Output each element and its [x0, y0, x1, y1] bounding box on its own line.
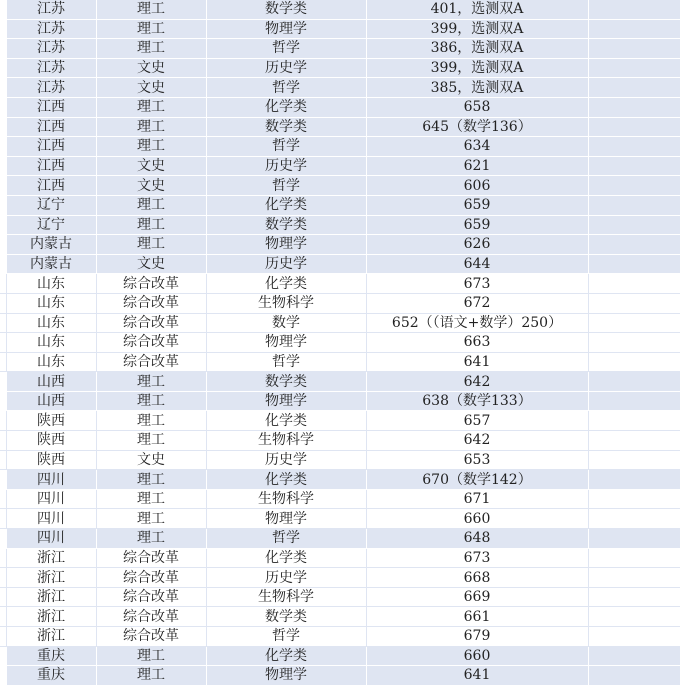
cell-major: 物理学 — [206, 333, 366, 353]
cell-score: 661 — [366, 607, 588, 627]
table-row — [0, 352, 680, 372]
cell-category: 理工 — [96, 391, 206, 411]
cell-province: 江苏 — [6, 0, 96, 19]
cell-score: 673 — [366, 548, 588, 568]
table-row — [0, 431, 680, 451]
cell-score: 658 — [366, 97, 588, 117]
cell-major: 物理学 — [206, 19, 366, 39]
cell-major: 数学类 — [206, 0, 366, 19]
row-trailing-cell — [588, 176, 680, 196]
cell-category: 理工 — [96, 470, 206, 490]
cell-major: 历史学 — [206, 568, 366, 588]
table-row — [0, 176, 680, 196]
cell-score: 673 — [366, 274, 588, 294]
cell-province: 内蒙古 — [6, 254, 96, 274]
row-trailing-cell — [588, 568, 680, 588]
row-trailing-cell — [588, 333, 680, 353]
row-trailing-cell — [588, 627, 680, 647]
cell-province: 江西 — [6, 176, 96, 196]
cell-major: 哲学 — [206, 352, 366, 372]
row-trailing-cell — [588, 489, 680, 509]
cell-score: 641 — [366, 352, 588, 372]
cell-score: 668 — [366, 568, 588, 588]
table-row — [0, 646, 680, 666]
cell-score: 679 — [366, 627, 588, 647]
cell-category: 文史 — [96, 156, 206, 176]
cell-score: 399，选测双A — [366, 58, 588, 78]
cell-province: 陕西 — [6, 431, 96, 451]
cell-major: 历史学 — [206, 156, 366, 176]
row-trailing-cell — [588, 666, 680, 686]
table-row — [0, 274, 680, 294]
cell-province: 四川 — [6, 509, 96, 529]
table-row — [0, 78, 680, 98]
cell-score: 641 — [366, 666, 588, 686]
cell-category: 理工 — [96, 137, 206, 157]
table-row — [0, 391, 680, 411]
cell-category: 理工 — [96, 39, 206, 59]
cell-category: 综合改革 — [96, 333, 206, 353]
cell-category: 理工 — [96, 235, 206, 255]
cell-category: 综合改革 — [96, 293, 206, 313]
table-row — [0, 0, 680, 19]
table-row — [0, 215, 680, 235]
cell-category: 文史 — [96, 78, 206, 98]
cell-major: 化学类 — [206, 411, 366, 431]
cell-province: 重庆 — [6, 666, 96, 686]
cell-province: 江西 — [6, 97, 96, 117]
cell-category: 综合改革 — [96, 548, 206, 568]
row-trailing-cell — [588, 215, 680, 235]
cell-score: 652（（语文+数学）250） — [366, 313, 588, 333]
cell-score: 648 — [366, 529, 588, 549]
cell-category: 理工 — [96, 117, 206, 137]
row-trailing-cell — [588, 352, 680, 372]
row-trailing-cell — [588, 529, 680, 549]
row-trailing-cell — [588, 58, 680, 78]
table-row — [0, 450, 680, 470]
cell-score: 399，选测双A — [366, 19, 588, 39]
cell-category: 理工 — [96, 372, 206, 392]
cell-category: 理工 — [96, 411, 206, 431]
table-row — [0, 568, 680, 588]
table-row — [0, 627, 680, 647]
cell-major: 物理学 — [206, 509, 366, 529]
cell-province: 江苏 — [6, 78, 96, 98]
cell-score: 657 — [366, 411, 588, 431]
cell-province: 四川 — [6, 470, 96, 490]
cell-score: 626 — [366, 235, 588, 255]
table-row — [0, 489, 680, 509]
row-trailing-cell — [588, 372, 680, 392]
row-trailing-cell — [588, 293, 680, 313]
cell-major: 历史学 — [206, 58, 366, 78]
cell-major: 化学类 — [206, 548, 366, 568]
row-trailing-cell — [588, 587, 680, 607]
table-row — [0, 372, 680, 392]
cell-province: 重庆 — [6, 646, 96, 666]
cell-category: 文史 — [96, 58, 206, 78]
row-trailing-cell — [588, 411, 680, 431]
cell-province: 江苏 — [6, 58, 96, 78]
table-row — [0, 39, 680, 59]
cell-score: 621 — [366, 156, 588, 176]
row-trailing-cell — [588, 548, 680, 568]
cell-score: 659 — [366, 215, 588, 235]
cell-major: 生物科学 — [206, 587, 366, 607]
cell-major: 历史学 — [206, 254, 366, 274]
table-row — [0, 548, 680, 568]
table-row — [0, 529, 680, 549]
row-trailing-cell — [588, 97, 680, 117]
row-trailing-cell — [588, 117, 680, 137]
cell-province: 山东 — [6, 274, 96, 294]
cell-score: 642 — [366, 372, 588, 392]
table-row — [0, 607, 680, 627]
row-trailing-cell — [588, 254, 680, 274]
cell-province: 江西 — [6, 156, 96, 176]
table-row — [0, 509, 680, 529]
table-row — [0, 58, 680, 78]
cell-score: 672 — [366, 293, 588, 313]
row-trailing-cell — [588, 313, 680, 333]
cell-major: 化学类 — [206, 97, 366, 117]
row-trailing-cell — [588, 156, 680, 176]
table-row — [0, 411, 680, 431]
cell-major: 物理学 — [206, 235, 366, 255]
cell-category: 理工 — [96, 0, 206, 19]
cell-score: 642 — [366, 431, 588, 451]
cell-category: 理工 — [96, 431, 206, 451]
cell-category: 文史 — [96, 176, 206, 196]
table-row — [0, 470, 680, 490]
cell-province: 辽宁 — [6, 195, 96, 215]
table-row — [0, 156, 680, 176]
cell-category: 理工 — [96, 529, 206, 549]
cell-category: 综合改革 — [96, 627, 206, 647]
table-row — [0, 293, 680, 313]
cell-category: 综合改革 — [96, 274, 206, 294]
cell-province: 陕西 — [6, 411, 96, 431]
cell-major: 生物科学 — [206, 293, 366, 313]
cell-province: 江西 — [6, 117, 96, 137]
cell-province: 山东 — [6, 352, 96, 372]
cell-major: 化学类 — [206, 195, 366, 215]
cell-score: 645（数学136） — [366, 117, 588, 137]
cell-category: 文史 — [96, 254, 206, 274]
table-row — [0, 97, 680, 117]
table-row — [0, 313, 680, 333]
cell-province: 陕西 — [6, 450, 96, 470]
table-row — [0, 195, 680, 215]
cell-province: 江苏 — [6, 39, 96, 59]
table-row — [0, 666, 680, 686]
cell-province: 江苏 — [6, 19, 96, 39]
cell-province: 辽宁 — [6, 215, 96, 235]
cell-score: 663 — [366, 333, 588, 353]
cell-category: 理工 — [96, 666, 206, 686]
cell-major: 数学类 — [206, 215, 366, 235]
row-trailing-cell — [588, 39, 680, 59]
cell-province: 山东 — [6, 333, 96, 353]
row-trailing-cell — [588, 391, 680, 411]
cell-major: 哲学 — [206, 529, 366, 549]
cell-category: 理工 — [96, 97, 206, 117]
cell-province: 浙江 — [6, 627, 96, 647]
table-row — [0, 19, 680, 39]
cell-major: 化学类 — [206, 646, 366, 666]
cell-province: 江西 — [6, 137, 96, 157]
cell-major: 哲学 — [206, 176, 366, 196]
row-trailing-cell — [588, 509, 680, 529]
cell-category: 综合改革 — [96, 352, 206, 372]
cell-province: 内蒙古 — [6, 235, 96, 255]
row-trailing-cell — [588, 78, 680, 98]
row-trailing-cell — [588, 470, 680, 490]
cell-province: 山西 — [6, 372, 96, 392]
row-trailing-cell — [588, 19, 680, 39]
cell-score: 669 — [366, 587, 588, 607]
table-row — [0, 333, 680, 353]
cell-major: 数学 — [206, 313, 366, 333]
cell-score: 660 — [366, 509, 588, 529]
cell-major: 生物科学 — [206, 489, 366, 509]
cell-category: 综合改革 — [96, 587, 206, 607]
row-trailing-cell — [588, 450, 680, 470]
cell-major: 生物科学 — [206, 431, 366, 451]
cell-category: 理工 — [96, 215, 206, 235]
cell-score: 638（数学133） — [366, 391, 588, 411]
cell-score: 606 — [366, 176, 588, 196]
cell-category: 理工 — [96, 646, 206, 666]
cell-major: 数学类 — [206, 372, 366, 392]
row-trailing-cell — [588, 0, 680, 19]
cell-province: 山东 — [6, 313, 96, 333]
table-row — [0, 235, 680, 255]
row-trailing-cell — [588, 195, 680, 215]
cell-category: 综合改革 — [96, 313, 206, 333]
table-row — [0, 137, 680, 157]
row-trailing-cell — [588, 607, 680, 627]
cell-province: 浙江 — [6, 548, 96, 568]
cell-major: 哲学 — [206, 78, 366, 98]
cell-major: 数学类 — [206, 607, 366, 627]
cell-score: 385，选测双A — [366, 78, 588, 98]
cell-category: 理工 — [96, 509, 206, 529]
cell-major: 数学类 — [206, 117, 366, 137]
cell-score: 653 — [366, 450, 588, 470]
row-trailing-cell — [588, 431, 680, 451]
cell-score: 386，选测双A — [366, 39, 588, 59]
cell-province: 浙江 — [6, 568, 96, 588]
cell-major: 哲学 — [206, 39, 366, 59]
cell-major: 物理学 — [206, 391, 366, 411]
table-row — [0, 117, 680, 137]
cell-score: 659 — [366, 195, 588, 215]
cell-major: 哲学 — [206, 627, 366, 647]
cell-score: 634 — [366, 137, 588, 157]
cell-major: 历史学 — [206, 450, 366, 470]
cell-province: 山西 — [6, 391, 96, 411]
table-row — [0, 254, 680, 274]
table-row — [0, 587, 680, 607]
cell-major: 哲学 — [206, 137, 366, 157]
cell-province: 四川 — [6, 489, 96, 509]
cell-major: 物理学 — [206, 666, 366, 686]
cell-score: 644 — [366, 254, 588, 274]
cell-province: 四川 — [6, 529, 96, 549]
cell-category: 文史 — [96, 450, 206, 470]
row-trailing-cell — [588, 646, 680, 666]
cell-major: 化学类 — [206, 470, 366, 490]
row-trailing-cell — [588, 235, 680, 255]
cell-province: 浙江 — [6, 607, 96, 627]
cell-score: 660 — [366, 646, 588, 666]
cell-category: 理工 — [96, 489, 206, 509]
cell-score: 671 — [366, 489, 588, 509]
cell-score: 401，选测双A — [366, 0, 588, 19]
row-trailing-cell — [588, 274, 680, 294]
row-trailing-cell — [588, 137, 680, 157]
cell-category: 理工 — [96, 195, 206, 215]
cell-category: 理工 — [96, 19, 206, 39]
cell-category: 综合改革 — [96, 607, 206, 627]
cell-score: 670（数学142） — [366, 470, 588, 490]
cell-province: 浙江 — [6, 587, 96, 607]
cell-province: 山东 — [6, 293, 96, 313]
cell-major: 化学类 — [206, 274, 366, 294]
cell-category: 综合改革 — [96, 568, 206, 588]
